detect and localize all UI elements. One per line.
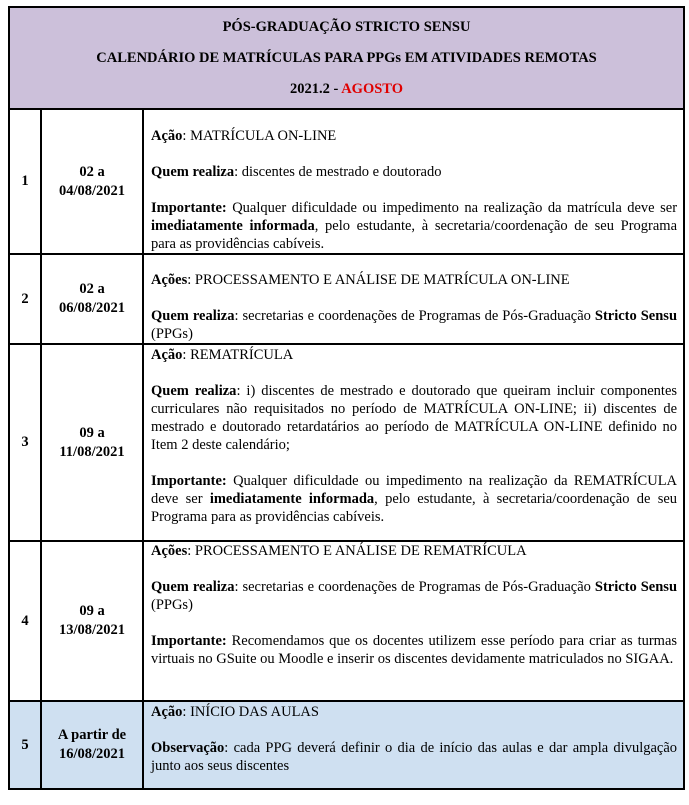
- date-start: 02 a: [79, 281, 105, 297]
- table-row: [9, 254, 684, 344]
- who-text-end: (PPGs): [151, 597, 193, 613]
- important-line: [151, 199, 677, 253]
- who-text: : secretarias e coordenações de Programas de Pós-Graduação: [234, 579, 595, 595]
- action-line: [151, 127, 677, 145]
- month-label: AGOSTO: [341, 81, 403, 97]
- row-date: [41, 109, 143, 254]
- row-date: [41, 344, 143, 541]
- date-end: 06/08/2021: [58, 300, 126, 316]
- row-description: [143, 344, 684, 541]
- who-emphasis: Stricto Sensu: [594, 308, 678, 324]
- observation-line: [151, 739, 677, 775]
- table-row: [9, 701, 684, 789]
- who-line: [151, 382, 677, 454]
- row-number: 3: [9, 344, 41, 541]
- date-end: 16/08/2021: [58, 746, 126, 762]
- action-label: Ações: [151, 543, 188, 559]
- period-label: 2021.2 -: [290, 81, 342, 97]
- action-line: [151, 346, 677, 364]
- calendar-header: [9, 7, 684, 109]
- row-number: 1: [9, 109, 41, 254]
- important-line: [151, 632, 677, 668]
- observation-label: Observação: [151, 740, 225, 756]
- who-text: : secretarias e coordenações de Programas de Pós-Graduação: [234, 308, 595, 324]
- action-label: Ações: [151, 272, 188, 288]
- action-line: [151, 271, 677, 289]
- header-subtitle: CALENDÁRIO DE MATRÍCULAS PARA PPGs EM ATIVIDADES REMOTAS: [96, 50, 597, 66]
- date-end: 13/08/2021: [58, 622, 126, 638]
- who-label: Quem realiza: [151, 579, 235, 595]
- important-label: Importante:: [151, 473, 227, 489]
- important-text-end: , pelo estudante, à secretaria/coordenação de seu Programa para as providências cabíveis.: [151, 218, 678, 252]
- action-line: [151, 542, 677, 560]
- action-label: Ação: [151, 128, 183, 144]
- action-text: : MATRÍCULA ON-LINE: [182, 128, 337, 144]
- important-text: Recomendamos que os docentes utilizem esse período para criar as turmas virtuais no GSuite ou Moodle e inserir os discentes devidamente matriculados no SIGAA.: [151, 633, 678, 667]
- action-label: Ação: [151, 704, 183, 720]
- action-text: : INÍCIO DAS AULAS: [182, 704, 319, 720]
- action-text: : PROCESSAMENTO E ANÁLISE DE MATRÍCULA ON-LINE: [187, 272, 570, 288]
- date-start: 09 a: [79, 424, 105, 441]
- date-start: 02 a: [79, 163, 105, 180]
- who-label: Quem realiza: [151, 383, 237, 399]
- important-line: [151, 472, 677, 526]
- action-line: [151, 703, 677, 721]
- important-emphasis: imediatamente informada: [151, 218, 315, 234]
- header-period: [10, 80, 683, 98]
- table-row: [9, 541, 684, 701]
- table-row: [9, 109, 684, 254]
- row-description: [143, 109, 684, 254]
- row-date: [41, 541, 143, 701]
- who-label: Quem realiza: [151, 308, 235, 324]
- date-start: A partir de: [57, 727, 127, 743]
- date-end: 11/08/2021: [59, 443, 125, 460]
- date-start: 09 a: [79, 603, 105, 619]
- action-text: : PROCESSAMENTO E ANÁLISE DE REMATRÍCULA: [187, 543, 527, 559]
- row-number: 2: [9, 254, 41, 344]
- row-number: 5: [9, 701, 41, 789]
- row-description: [143, 701, 684, 789]
- observation-text: : cada PPG deverá definir o dia de início das aulas e dar ampla divulgação junto aos seus discentes: [151, 740, 678, 774]
- who-label: Quem realiza: [151, 164, 235, 180]
- important-text: Qualquer dificuldade ou impedimento na realização da matrícula deve ser: [226, 200, 678, 216]
- row-description: [143, 254, 684, 344]
- important-label: Importante:: [151, 200, 227, 216]
- important-emphasis: imediatamente informada: [209, 491, 375, 507]
- important-text-end: , pelo estudante, à secretaria/coordenação de seu Programa para as providências cabíveis.: [151, 491, 678, 525]
- action-text: : REMATRÍCULA: [182, 347, 294, 363]
- row-number: 4: [9, 541, 41, 701]
- row-date: [41, 701, 143, 789]
- enrollment-calendar-table: [8, 6, 685, 790]
- who-line: [151, 307, 677, 343]
- action-label: Ação: [151, 347, 183, 363]
- who-line: [151, 163, 677, 181]
- header-cell: [9, 7, 684, 109]
- date-end: 04/08/2021: [58, 182, 126, 199]
- who-text: : discentes de mestrado e doutorado: [234, 164, 442, 180]
- header-title: PÓS-GRADUAÇÃO STRICTO SENSU: [222, 19, 471, 35]
- row-date: [41, 254, 143, 344]
- table-row: [9, 344, 684, 541]
- who-text-end: (PPGs): [151, 326, 193, 342]
- who-text: : i) discentes de mestrado e doutorado que queiram incluir componentes curriculares não requisitados no período de MATRÍCULA ON-LINE; ii) discentes de mestrado e doutorado retardatários ao período de MATRÍCULA ON-LINE definido no Item 2 deste calendário;: [151, 383, 678, 453]
- important-label: Importante:: [151, 633, 227, 649]
- important-text: Qualquer dificuldade ou impedimento na realização da REMATRÍCULA deve ser: [151, 473, 678, 507]
- who-emphasis: Stricto Sensu: [594, 579, 678, 595]
- who-line: [151, 578, 677, 614]
- row-description: [143, 541, 684, 701]
